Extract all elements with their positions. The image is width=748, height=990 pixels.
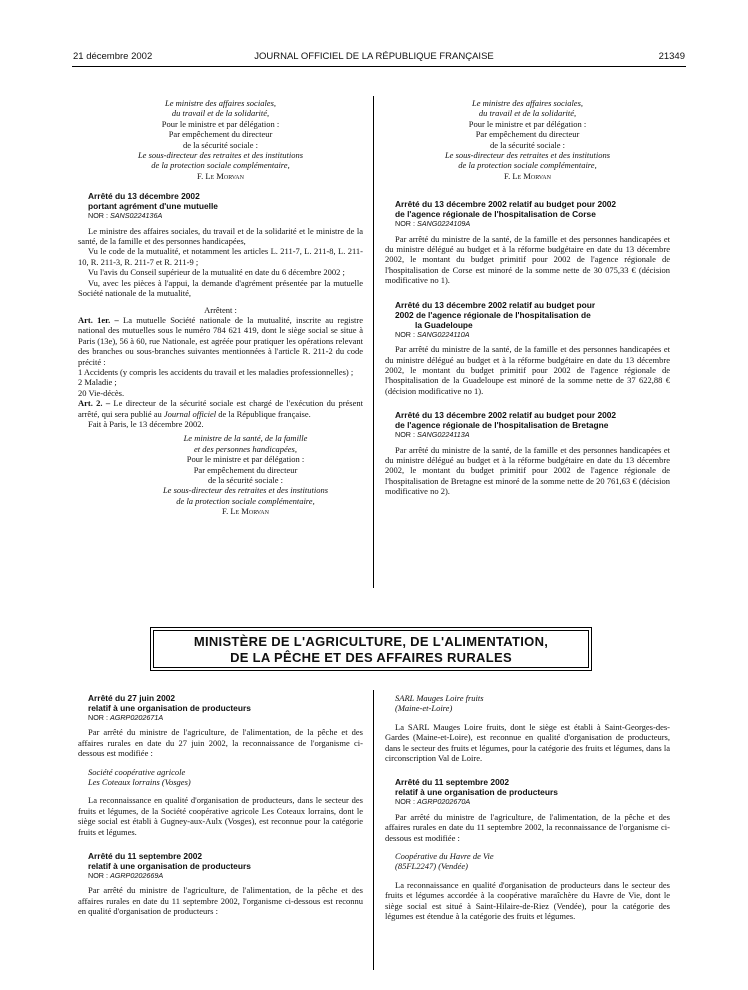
arrete-title: Arrêté du 13 décembre 2002 relatif au budget pour <box>395 299 596 310</box>
sig-minister: et des personnes handicapées, <box>194 443 297 454</box>
nor-line: NOR : SANG0224110A <box>395 329 470 339</box>
header-page-number: 21349 <box>658 51 685 62</box>
branch-item: 20 Vie-décès. <box>78 387 125 398</box>
paragraph: Vu l'avis du Conseil supérieur de la mutualité en date du 6 décembre 2002 ; <box>88 267 345 278</box>
sig-minister: Le ministre de la santé, de la famille <box>183 433 308 444</box>
sig-delegation: Pour le ministre et par délégation : <box>161 118 280 129</box>
arrete-title: de l'agence régionale de l'hospitalisation de Bretagne <box>395 420 609 431</box>
ministry-heading <box>153 630 589 668</box>
sig-minister: du travail et de la solidarité, <box>478 108 577 119</box>
signature-block-2 <box>385 98 670 181</box>
arrete-title: Arrêté du 13 décembre 2002 <box>88 191 200 202</box>
paragraph: Par arrêté du ministre de la santé, de la famille et des personnes handicapées et du ministre délégué au budget et à la réforme budgétaire en date du 13 décembre 2002, le montant du budget primitif pour 2002 de l'agence régionale de l'hospitalisation de la Guadeloupe est minoré de la somme nette de 37 622,88 € (décision modificative no 1). <box>385 344 670 396</box>
sig-sous-directeur: Le sous-directeur des retraites et des institutions <box>162 485 329 496</box>
article-1: Art. 1er. – La mutuelle Société nationale de la mutualité, inscrite au registre national des mutuelles sous le numéro 784 621 419, dont le siège social se situe à Paris (13e), 56 à 60, rue Nationale, est agréée pour pratiquer les opérations relevant des branches ou sous-branches suivantes mentionnées à l'article R. 211-2 du code précité : <box>78 314 363 367</box>
column-divider-top <box>373 96 374 588</box>
sig-empechement: Par empêchement du directeur <box>193 464 298 475</box>
sig-empechement: Par empêchement du directeur <box>168 129 273 140</box>
arrete-title: la Guadeloupe <box>415 319 473 330</box>
sig-empechement: de la sécurité sociale : <box>182 139 259 150</box>
sig-minister: Le ministre des affaires sociales, <box>164 98 277 108</box>
arrete-title: relatif à une organisation de producteurs <box>88 861 251 872</box>
sig-sous-directeur: Le sous-directeur des retraites et des institutions <box>444 150 611 161</box>
organism-name: Les Coteaux lorrains (Vosges) <box>88 777 191 788</box>
sig-empechement: de la sécurité sociale : <box>489 139 566 150</box>
paragraph: Par arrêté du ministre de l'agriculture, de l'alimentation, de la pêche et des affaires rurales en date du 11 septembre 2002, l'organisme ci-dessous est reconnu en qualité d'organisation de producteurs : <box>78 885 363 917</box>
arrete-title: Arrêté du 11 septembre 2002 <box>395 777 510 788</box>
arrete-title: Arrêté du 27 juin 2002 <box>88 693 176 703</box>
signature-block-1 <box>78 98 363 181</box>
arrete-title: Arrêté du 13 décembre 2002 relatif au budget pour 2002 <box>395 410 617 421</box>
paragraph: La SARL Mauges Loire fruits, dont le siège est établi à Saint-Georges-des-Gardes (Maine-et-Loire), est reconnue en qualité d'organisation de producteurs, dans le secteur des fruits et légumes, pour la catégorie des fruits et légumes, dans la circonscription Val de Loire. <box>385 721 670 764</box>
fait-a: Fait à Paris, le 13 décembre 2002. <box>88 418 204 429</box>
organism-name: (Maine-et-Loire) <box>395 703 453 714</box>
page-header <box>63 51 685 65</box>
signature-block-3 <box>78 433 363 516</box>
sig-name: F. Le Morvan <box>222 506 269 517</box>
branch-item: 2 Maladie ; <box>78 377 117 388</box>
arrete-title: relatif à une organisation de producteurs <box>395 787 558 798</box>
left-column-bottom <box>78 693 363 917</box>
arrete-title: relatif à une organisation de producteurs <box>88 703 251 713</box>
right-column-bottom <box>385 693 670 922</box>
left-column-top <box>78 98 363 517</box>
sig-empechement: de la sécurité sociale : <box>207 475 284 485</box>
paragraph: Vu le code de la mutualité, et notamment les articles L. 211-7, L. 211-8, L. 211-10, R. 211-3, R. 211-7 et R. 211-9 ; <box>78 246 363 267</box>
nor-line: NOR : AGRP0202670A <box>395 797 471 807</box>
header-journal: JOURNAL OFFICIEL DE LA RÉPUBLIQUE FRANÇAISE <box>254 51 494 62</box>
arrete-mutuelle <box>78 191 363 429</box>
right-column-top <box>385 98 670 497</box>
arrete-title: Arrêté du 11 septembre 2002 <box>88 851 203 862</box>
arrete-title: 2002 de l'agence régionale de l'hospitalisation de <box>395 309 591 320</box>
column-divider-bottom <box>373 690 374 970</box>
paragraph: Par arrêté du ministre de l'agriculture, de l'alimentation, de la pêche et des affaires rurales en date du 27 juin 2002, la reconnaissance de l'organisme ci-dessous est modifiée : <box>78 727 363 759</box>
arrete-corse <box>385 199 670 285</box>
ministry-heading-line: MINISTÈRE DE L'AGRICULTURE, DE L'ALIMENTATION, <box>193 634 549 649</box>
header-rule <box>72 66 686 67</box>
sig-sous-directeur: Le sous-directeur des retraites et des institutions <box>137 150 304 161</box>
paragraph: Par arrêté du ministre de la santé, de la famille et des personnes handicapées et du ministre délégué au budget et à la réforme budgétaire en date du 13 décembre 2002, le montant du budget primitif pour 2002 de l'agence régionale de l'hospitalisation de Corse est minoré de la somme nette de 30 075,33 € (décision modificative no 1). <box>385 233 670 286</box>
arrete-septembre-left <box>78 851 363 917</box>
organism-name: (85FL2247) (Vendée) <box>395 861 468 872</box>
article-2: Art. 2. – Le directeur de la sécurité sociale est chargé de l'exécution du présent arrêté, qui sera publié au Journal officiel de la République française. <box>78 398 364 419</box>
arrete-guadeloupe <box>385 300 670 396</box>
sig-name: F. Le Morvan <box>197 170 244 181</box>
nor-line: NOR : SANS0224136A <box>88 211 163 221</box>
arrete-title: Arrêté du 13 décembre 2002 relatif au budget pour 2002 <box>395 199 617 210</box>
sig-sous-directeur: de la protection sociale complémentaire, <box>458 160 597 171</box>
sig-delegation: Pour le ministre et par délégation : <box>186 454 305 465</box>
sig-minister: Le ministre des affaires sociales, <box>471 98 584 108</box>
sig-delegation: Pour le ministre et par délégation : <box>468 118 587 129</box>
ministry-heading-box <box>150 627 592 671</box>
organism-name: Coopérative du Havre de Vie <box>395 851 494 862</box>
paragraph: Par arrêté du ministre de la santé, de la famille et des personnes handicapées et du ministre délégué au budget et à la réforme budgétaire en date du 13 décembre 2002, le montant du budget primitif pour 2002 de l'agence régionale de l'hospitalisation de Bretagne est minoré de la somme nette de 20 761,63 € (décision modificative no 2). <box>385 444 670 497</box>
sig-minister: du travail et de la solidarité, <box>171 108 270 119</box>
nor-line: NOR : SANG0224109A <box>395 219 471 229</box>
branch-item: 1 Accidents (y compris les accidents du travail et les maladies professionnelles) ; <box>78 366 354 377</box>
arretent: Arrêtent : <box>204 304 237 315</box>
arrete-title: de l'agence régionale de l'hospitalisation de Corse <box>395 209 596 220</box>
paragraph: Par arrêté du ministre de l'agriculture, de l'alimentation, de la pêche et des affaires rurales en date du 11 septembre 2002, la reconnaissance de l'organisme ci-dessous est modifiée : <box>385 811 670 843</box>
sig-sous-directeur: de la protection sociale complémentaire, <box>176 495 315 506</box>
ministry-heading-line: DE LA PÊCHE ET DES AFFAIRES RURALES <box>230 650 512 665</box>
mauges-section <box>385 693 670 763</box>
paragraph: La reconnaissance en qualité d'organisation de producteurs dans le secteur des fruits et légumes accordée à la coopérative maraîchère du Havre de Vie, dont le siège social est situé à Saint-Hilaire-de-Riez (Vendée), pour la catégorie des légumes est étendue à la catégorie des fruits et légumes. <box>385 879 670 922</box>
sig-empechement: Par empêchement du directeur <box>475 129 580 140</box>
sig-sous-directeur: de la protection sociale complémentaire, <box>151 160 290 171</box>
nor-line: NOR : AGRP0202671A <box>88 713 164 722</box>
organism-name: Société coopérative agricole <box>88 766 186 777</box>
header-date: 21 décembre 2002 <box>73 51 153 62</box>
nor-line: NOR : SANG0224113A <box>395 430 470 440</box>
organism-name: SARL Mauges Loire fruits <box>395 693 484 703</box>
nor-line: NOR : AGRP0202669A <box>88 871 164 881</box>
arrete-title: portant agrément d'une mutuelle <box>88 201 218 212</box>
arrete-septembre-right <box>385 777 670 921</box>
arrete-juin <box>78 693 363 837</box>
sig-name: F. Le Morvan <box>504 170 551 181</box>
paragraph: Le ministre des affaires sociales, du travail et de la solidarité et le ministre de la santé, de la famille et des personnes handicapées, <box>78 225 363 247</box>
paragraph: Vu, avec les pièces à l'appui, la demande d'agrément présentée par la mutuelle Société nationale de la mutualité, <box>78 277 363 299</box>
arrete-bretagne <box>385 410 670 496</box>
paragraph: La reconnaissance en qualité d'organisation de producteurs, dans le secteur des fruits et légumes, de la Société coopérative agricole Les Coteaux lorrains, dont le siège social est établi à Gugney-aux-Aulx (Vosges), est reconnue pour la catégorie fruits et légumes. <box>78 795 363 837</box>
